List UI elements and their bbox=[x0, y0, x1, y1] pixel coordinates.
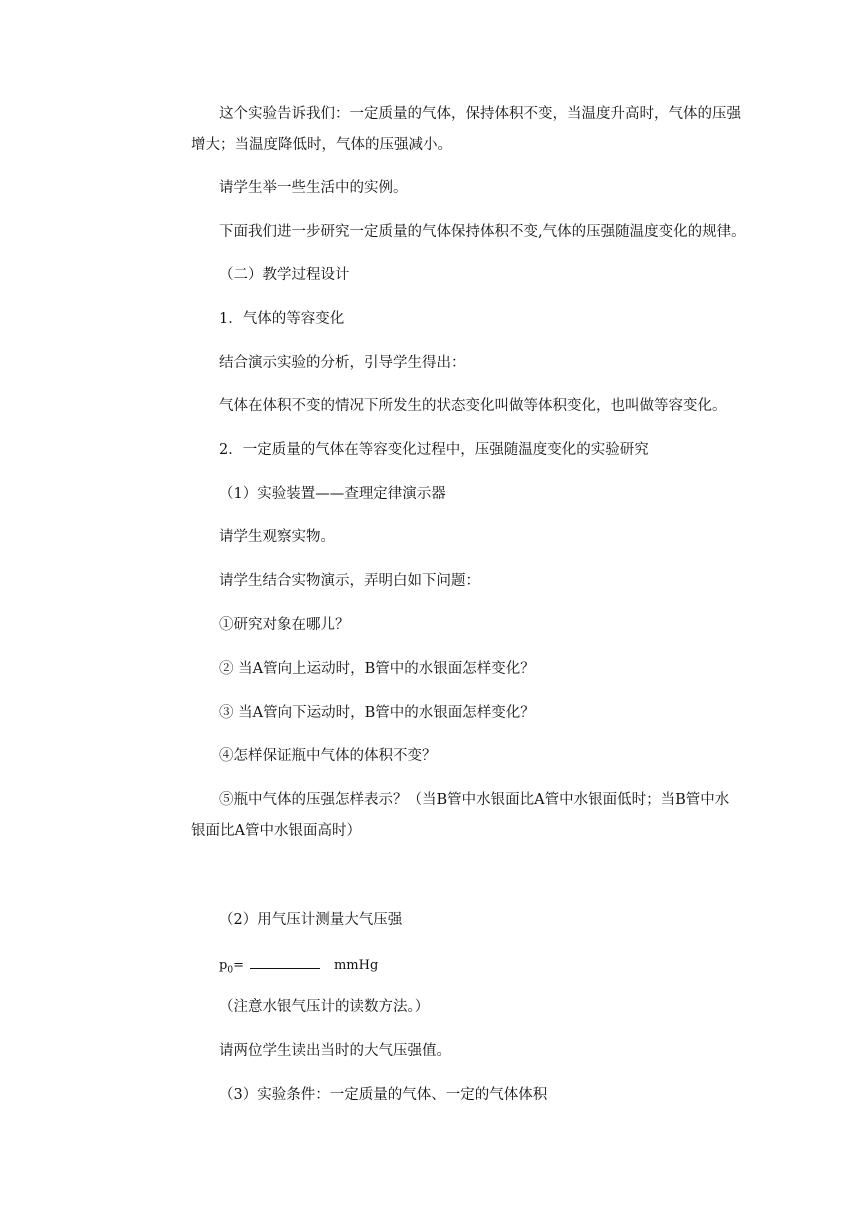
heading-apparatus: （1）实验装置——查理定律演示器 bbox=[219, 486, 446, 502]
pressure-variable: p bbox=[219, 958, 228, 973]
pressure-unit: mmHg bbox=[333, 958, 379, 973]
heading-experiment: 2．一定质量的气体在等容变化过程中，压强随温度变化的实验研究 bbox=[219, 442, 649, 458]
heading-teaching-design: （二）教学过程设计 bbox=[219, 267, 350, 283]
question-4: ④怎样保证瓶中气体的体积不变？ bbox=[219, 748, 437, 764]
paragraph-further-study: 下面我们进一步研究一定质量的气体保持体积不变,气体的压强随温度变化的规律。 bbox=[219, 224, 746, 240]
paragraph-examples: 请学生举一些生活中的实例。 bbox=[219, 180, 408, 196]
question-5-line1: ⑤瓶中气体的压强怎样表示？（当B管中水银面比A管中水银面低时；当B管中水 bbox=[219, 792, 730, 808]
question-3: ③ 当A管向下运动时，B管中的水银面怎样变化？ bbox=[219, 705, 535, 721]
paragraph-conclusion-line2: 增大；当温度降低时，气体的压强减小。 bbox=[191, 137, 452, 153]
question-5-line2: 银面比A管中水银面高时） bbox=[191, 823, 361, 839]
question-2: ② 当A管向上运动时，B管中的水银面怎样变化？ bbox=[219, 661, 535, 677]
paragraph-reading-note: （注意水银气压计的读数方法。） bbox=[219, 999, 430, 1015]
paragraph-read-value: 请两位学生读出当时的大气压强值。 bbox=[219, 1043, 451, 1059]
pressure-blank bbox=[250, 954, 320, 969]
heading-isochoric: 1．气体的等容变化 bbox=[219, 311, 345, 327]
heading-barometer: （2）用气压计测量大气压强 bbox=[219, 912, 403, 928]
pressure-equals: = bbox=[233, 958, 244, 973]
pressure-formula bbox=[219, 954, 378, 981]
heading-conditions: （3）实验条件：一定质量的气体、一定的气体体积 bbox=[219, 1087, 548, 1103]
question-1: ①研究对象在哪儿？ bbox=[219, 617, 350, 633]
paragraph-conclusion-line1: 这个实验告诉我们：一定质量的气体，保持体积不变，当温度升高时，气体的压强 bbox=[219, 106, 741, 122]
paragraph-observe: 请学生观察实物。 bbox=[219, 529, 335, 545]
pressure-subscript: 0 bbox=[227, 965, 234, 976]
paragraph-definition: 气体在体积不变的情况下所发生的状态变化叫做等体积变化，也叫做等容变化。 bbox=[219, 398, 727, 414]
paragraph-questions-intro: 请学生结合实物演示，弄明白如下问题： bbox=[219, 573, 480, 589]
paragraph-guide: 结合演示实验的分析，引导学生得出： bbox=[219, 355, 466, 371]
